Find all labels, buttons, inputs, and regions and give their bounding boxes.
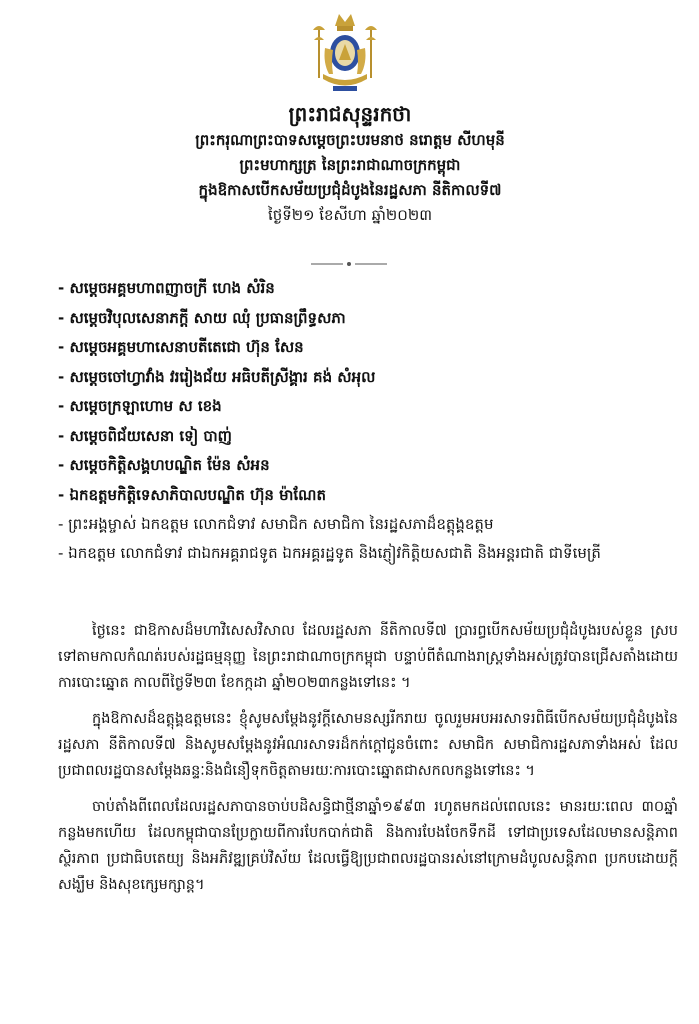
ornament-divider-icon	[309, 261, 389, 267]
salutation-item: - សម្តេចអគ្គមហាសេនាបតីតេជោ ហ៊ុន សែន	[58, 338, 304, 356]
salutation-item: - សម្តេចចៅហ្វាវាំង វររៀងជ័យ អធិបតីស្រីង្គារ គង់ សំអុល	[58, 367, 376, 386]
salutation-item: - ព្រះអង្គម្ចាស់ ឯកឧត្តម លោកជំទាវ សមាជិក សមាជិកា នៃរដ្ឋសភាដ៏ឧត្តុង្គឧត្តម	[58, 515, 494, 533]
speech-date: ថ្ងៃទី២១ ខែសីហា ឆ្នាំ២០២៣	[267, 206, 433, 224]
speech-body	[58, 618, 678, 908]
salutation-item: - ឯកឧត្តម លោកជំទាវ ជាឯកអគ្គរាជទូត ឯកអគ្គរដ្ឋទូត និងភ្ញៀវកិត្តិយសជាតិ និងអន្តរជាតិ ជាទីមេត្រី	[58, 543, 601, 562]
body-paragraph: ថ្ងៃនេះ ជាឱកាសដ៏មហាវិសេសវិសាល ដែលរដ្ឋសភា នីតិកាលទី៧ ប្រារព្ធបើកសម័យប្រជុំដំបូងរបស់ខ្លួន ស្របទៅតាមកាលកំណត់របស់រដ្ឋធម្មនុញ្ញ នៃព្រះរាជាណាចក្រកម្ពុជា បន្ទាប់ពីតំណាងរាស្ត្រទាំងអស់ត្រូវបានជ្រើសតាំងដោយការបោះឆ្នោត កាលពីថ្ងៃទី២៣ ខែកក្កដា ឆ្នាំ២០២៣កន្លងទៅនេះ ។	[58, 623, 678, 691]
salutation-list	[58, 274, 678, 566]
body-paragraph: ចាប់តាំងពីពេលដែលរដ្ឋសភាបានចាប់បដិសន្ធិជាថ្មីនាឆ្នាំ១៩៩៣ រហូតមកដល់ពេលនេះ មានរយៈពេល ៣០ឆ្នាំកន្លងមកហើយ ដែលកម្ពុជាបានប្រែក្លាយពីការបែកបាក់ជាតិ និងការបែងចែកទឹកដី ទៅជាប្រទេសដែលមានសន្តិភាព ស្ថិរភាព ប្រជាធិបតេយ្យ និងអភិវឌ្ឍគ្រប់វិស័យ ដែលធ្វើឱ្យប្រជាពលរដ្ឋបានរស់នៅក្រោមដំបូលសន្តិភាព ប្រកបដោយក្តីសង្ឃឹម និងសុខក្សេមក្សាន្ត។	[58, 799, 678, 893]
speaker-title-line: ព្រះមហាក្សត្រ នៃព្រះរាជាណាចក្រកម្ពុជា	[239, 156, 461, 174]
royal-emblem-icon	[295, 8, 395, 98]
occasion-line: ក្នុងឱកាសបើកសម័យប្រជុំដំបូងនៃរដ្ឋសភា នីតិកាលទី៧	[198, 181, 502, 199]
salutation-item: - សម្តេចអគ្គមហាពញាចក្រី ហេង សំរិន	[58, 279, 275, 297]
salutation-item: - សម្តេចវិបុលសេនាភក្តី សាយ ឈុំ ប្រធានព្រឹទ្ធសភា	[58, 308, 346, 327]
salutation-item: - សម្តេចក្រឡាហោម ស ខេង	[58, 397, 222, 415]
speaker-line: ព្រះករុណាព្រះបាទសម្តេចព្រះបរមនាថ នរោត្តម សីហមុនី	[195, 131, 505, 149]
salutation-item: - សម្តេចពិជ័យសេនា ទៀ បាញ់	[58, 426, 232, 445]
speech-title: ព្រះរាជសុន្ទរកថា	[288, 102, 412, 126]
body-paragraph: ក្នុងឱកាសដ៏ឧត្តុង្គឧត្តមនេះ ខ្ញុំសូមសម្តែងនូវក្តីសោមនស្សរីករាយ ចូលរួមអបអរសាទរពិធីបើកសម័យប្រជុំដំបូងនៃរដ្ឋសភា នីតិកាលទី៧ និងសូមសម្តែងនូវអំណរសាទរដ៏កក់ក្តៅជូនចំពោះ សមាជិក សមាជិការដ្ឋសភាទាំងអស់ ដែលប្រជាពលរដ្ឋបានសម្តែងឆន្ទៈនិងជំនឿទុកចិត្តតាមរយៈការបោះឆ្នោតជាសកលកន្លងទៅនេះ ។	[58, 711, 678, 779]
salutation-item: - ឯកឧត្តមកិត្តិទេសាភិបាលបណ្ឌិត ហ៊ុន ម៉ាណែត	[58, 485, 326, 504]
salutation-item: - សម្តេចកិត្តិសង្គហបណ្ឌិត ម៉ែន សំអន	[58, 456, 270, 474]
speech-header	[60, 100, 640, 228]
